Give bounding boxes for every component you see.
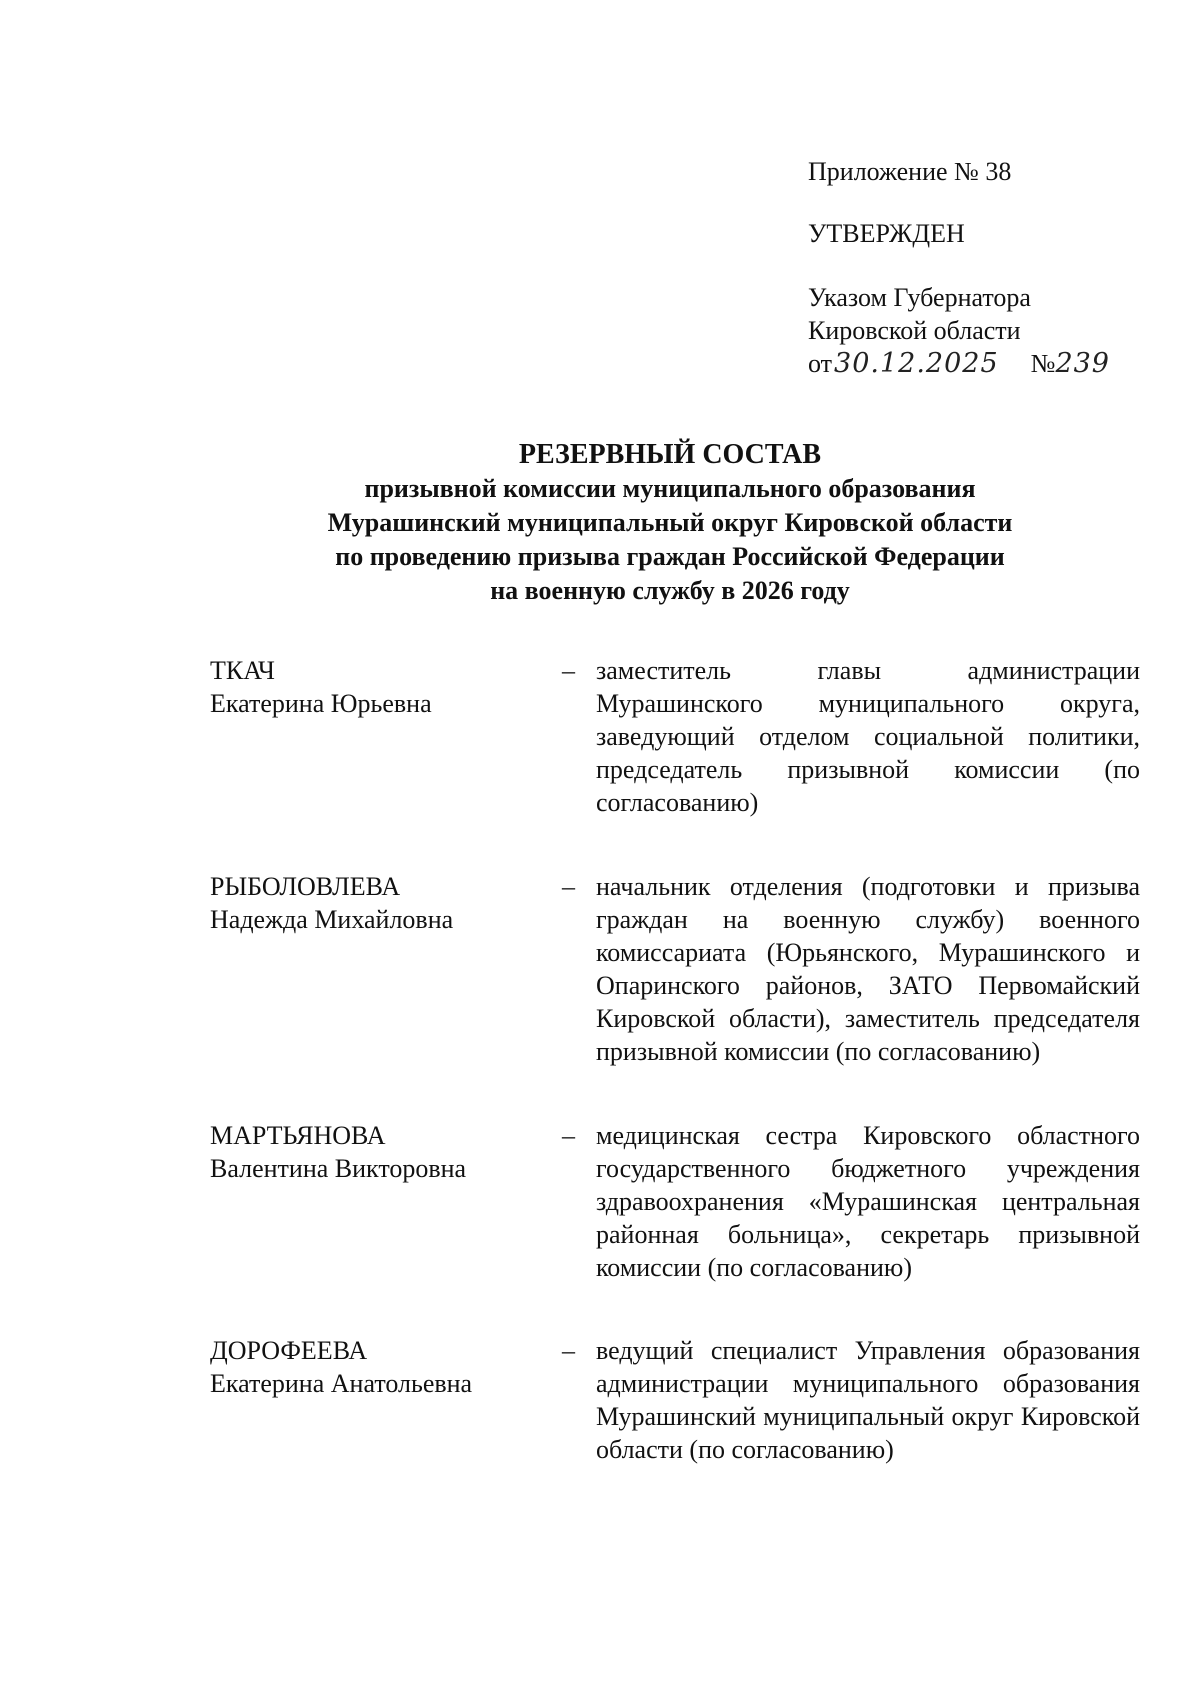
decree-date-number [808, 347, 1138, 380]
title-line-2: призывной комиссии муниципального образования [364, 474, 976, 503]
member-role: заместитель главы администрации Мурашинского муниципального округа, заведующий отделом социальной политики, председатель призывной комиссии (по согласованию) [596, 656, 1140, 817]
member-surname: РЫБОЛОВЛЕВА [210, 872, 401, 901]
document-title [200, 438, 1140, 608]
decree-authority-line2: Кировской области [808, 316, 1021, 345]
title-line-3: Мурашинский муниципальный округ Кировской области [327, 508, 1013, 537]
member-surname: ДОРОФЕЕВА [210, 1336, 368, 1365]
member-name [210, 870, 560, 936]
members-list [210, 654, 1140, 1516]
member-name [210, 654, 560, 720]
dash-separator: – [562, 1121, 575, 1150]
member-surname: МАРТЬЯНОВА [210, 1121, 386, 1150]
member-given-names: Екатерина Юрьевна [210, 689, 432, 718]
decree-authority-line1: Указом Губернатора [808, 283, 1031, 312]
member-given-names: Надежда Михайловна [210, 905, 454, 934]
member-entry [210, 654, 1140, 819]
handwritten-date: 30.12.2025 [834, 348, 999, 379]
approval-block [808, 155, 1138, 380]
member-given-names: Екатерина Анатольевна [210, 1369, 473, 1398]
member-role: ведущий специалист Управления образования администрации муниципального образования Мурашинский муниципальный округ Кировской области (по согласованию) [596, 1336, 1140, 1464]
member-name [210, 1119, 560, 1185]
member-surname: ТКАЧ [210, 656, 275, 685]
appendix-number: Приложение № 38 [808, 157, 1012, 186]
member-role: медицинская сестра Кировского областного государственного бюджетного учреждения здравоохранения «Мурашинская центральная районная больница», секретарь призывной комиссии (по согласованию) [596, 1121, 1140, 1282]
number-prefix: № [1030, 349, 1056, 378]
member-entry [210, 1334, 1140, 1466]
dash-separator: – [562, 872, 575, 901]
member-given-names: Валентина Викторовна [210, 1154, 467, 1183]
dash-separator: – [562, 1336, 575, 1365]
member-entry [210, 870, 1140, 1068]
member-entry [210, 1119, 1140, 1284]
approved-stamp-text: УТВЕРЖДЕН [808, 219, 965, 248]
title-line-5: на военную службу в 2026 году [490, 576, 850, 605]
handwritten-number: 239 [1055, 348, 1110, 379]
title-main: РЕЗЕРВНЫЙ СОСТАВ [518, 439, 822, 470]
title-line-4: по проведению призыва граждан Российской Федерации [335, 542, 1005, 571]
member-name [210, 1334, 560, 1400]
dash-separator: – [562, 656, 575, 685]
date-prefix: от [808, 349, 833, 378]
member-role: начальник отделения (подготовки и призыва граждан на военную службу) военного комиссариата (Юрьянского, Мурашинского и Опаринского районов, ЗАТО Первомайский Кировской области), заместитель председателя призывной комиссии (по согласованию) [596, 872, 1140, 1066]
